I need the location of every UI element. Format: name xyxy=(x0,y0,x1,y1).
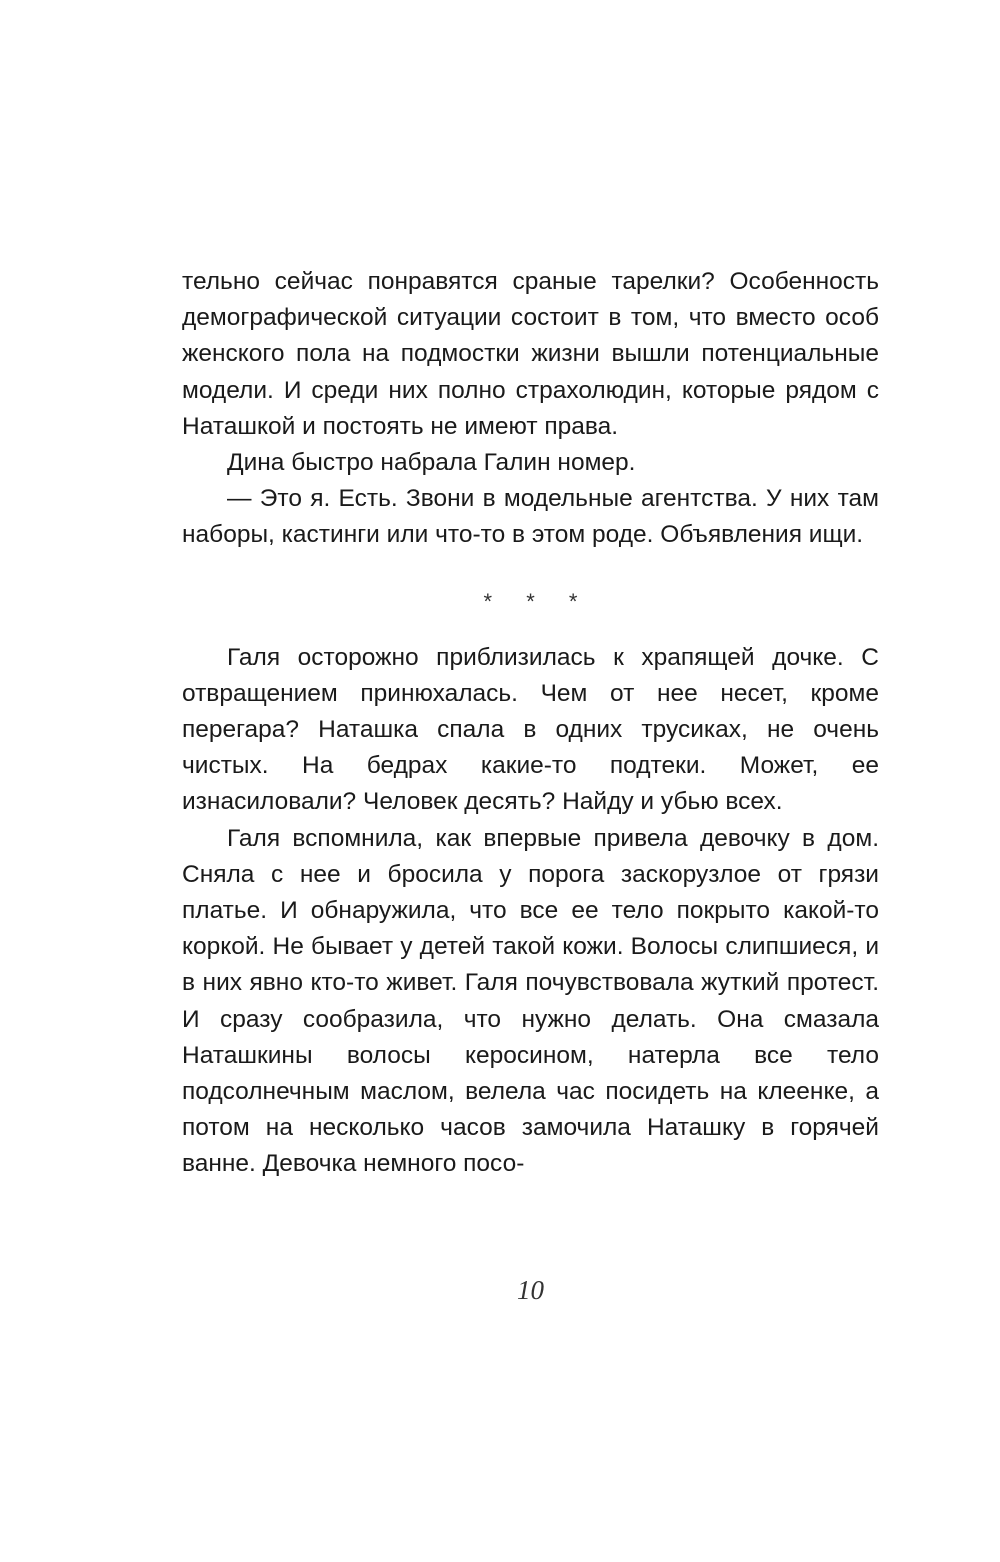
paragraph-galya-memory: Галя вспомнила, как впервые привела девочку в дом. Сняла с нее и бросила у порога заскорузлое от грязи платье. И обнаружила, что все ее тело покрыто какой-то коркой. Не бывает у детей такой кожи. Волосы слипшиеся, и в них явно кто-то живет. Галя почувствовала жуткий протест. И сразу сообразила, что нужно делать. Она смазала Наташкины волосы керосином, натерла все тело подсолнечным маслом, велела час посидеть на клеенке, а потом на несколько часов замочила Наташку в горячей ванне. Девочка немного посо- xyxy=(182,824,879,1178)
page-number: 10 xyxy=(517,1275,544,1305)
section-break-asterisks: * * * xyxy=(483,588,592,614)
paragraph-dialogue: — Это я. Есть. Звони в модельные агентства. У них там наборы, кастинги или что-то в этом роде. Объявления ищи. xyxy=(182,485,879,549)
paragraph-dina-call: Дина быстро набрала Галин номер. xyxy=(227,449,636,477)
page-body xyxy=(182,264,879,1183)
paragraph-continuation: тельно сейчас понравятся сраные тарелки? Особенность демографической ситуации состоит в том, что вместо особ женского пола на подмостки жизни вышли потенциальные модели. И среди них полно страхолюдин, которые рядом с Наташкой и постоять не имеют права. xyxy=(182,268,879,440)
paragraph-galya-daughter: Галя осторожно приблизилась к храпящей дочке. С отвращением принюхалась. Чем от нее несет, кроме перегара? Наташка спала в одних трусиках, не очень чистых. На бедрах какие-то подтеки. Может, ее изнасиловали? Человек десять? Найду и убью всех. xyxy=(182,643,879,816)
